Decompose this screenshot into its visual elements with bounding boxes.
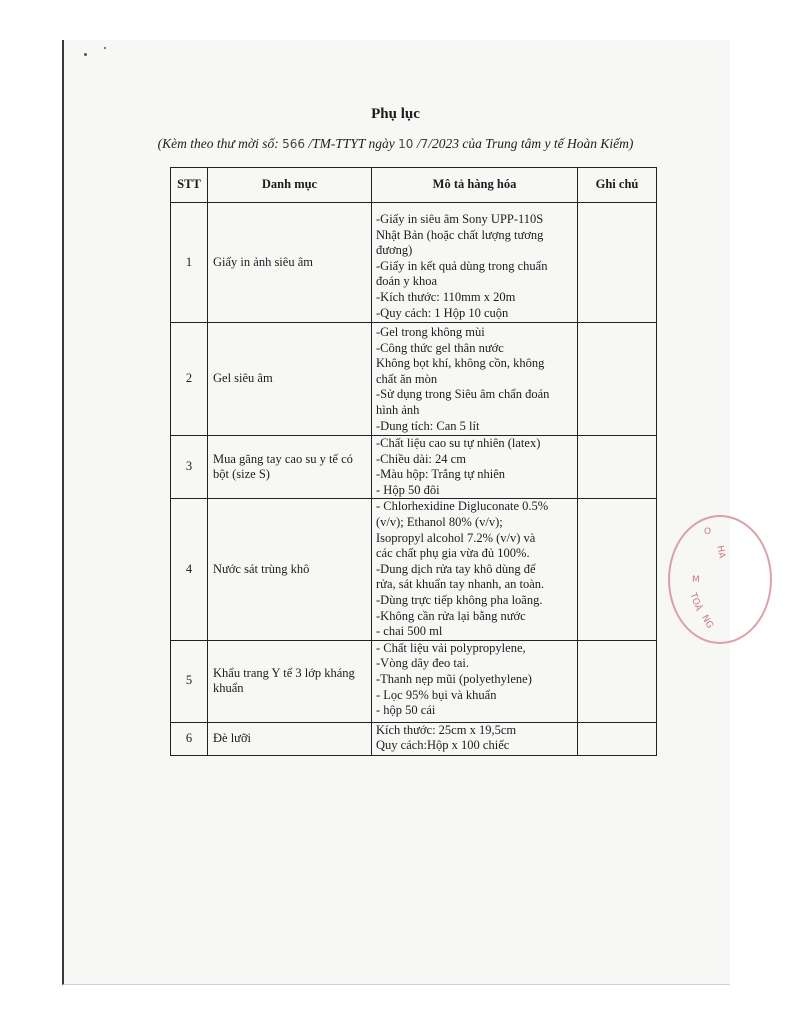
- header-note: Ghi chú: [578, 168, 657, 203]
- subtitle-middle: /TM-TTYT ngày: [305, 136, 399, 151]
- description-line: chất ăn mòn: [376, 371, 438, 386]
- row-stt: 2: [171, 323, 208, 436]
- row-description: [372, 203, 578, 323]
- stamp-letter: M: [692, 575, 700, 585]
- row-description: [372, 640, 578, 722]
- row-stt: 6: [171, 722, 208, 755]
- table-row: [171, 499, 657, 640]
- description-line: Nhật Bản (hoặc chất lượng tương: [376, 227, 544, 242]
- description-line: đoán y khoa: [376, 274, 438, 289]
- description-line: - chai 500 ml: [376, 624, 443, 639]
- row-name-text: Mua găng tay cao su y tế có bột (size S): [213, 451, 353, 482]
- description-line: -Màu hộp: Trắng tự nhiên: [376, 467, 505, 482]
- description-line: (v/v); Ethanol 80% (v/v);: [376, 514, 503, 529]
- stamp-letter: O: [704, 527, 712, 537]
- description-line: -Dung tích: Can 5 lít: [376, 418, 480, 433]
- description-line: -Dùng trực tiếp không pha loãng.: [376, 592, 543, 607]
- description-line: Kích thước: 25cm x 19,5cm: [376, 722, 517, 737]
- description-line: rửa, sát khuẩn tay nhanh, an toàn.: [376, 577, 545, 592]
- row-name: [208, 640, 372, 722]
- handwritten-letter-number: 566: [282, 137, 305, 151]
- description-line: -Vòng dây đeo tai.: [376, 656, 470, 671]
- table-row: [171, 203, 657, 323]
- row-stt: 3: [171, 436, 208, 499]
- description-line: - Chlorhexidine Digluconate 0.5%: [376, 499, 549, 514]
- description-line: - Chất liệu vải polypropylene,: [376, 640, 526, 655]
- description-line: -Giấy in siêu âm Sony UPP-110S: [376, 212, 544, 226]
- table-row: [171, 323, 657, 436]
- subtitle-separator: /: [413, 136, 421, 151]
- description-line: -Quy cách: 1 Hộp 10 cuộn: [376, 305, 509, 320]
- description-line: -Kích thước: 110mm x 20m: [376, 289, 516, 304]
- row-name-text: Khẩu trang Y tế 3 lớp kháng khuẩn: [213, 665, 355, 696]
- row-description: [372, 436, 578, 499]
- description-line: hình ảnh: [376, 402, 420, 417]
- description-line: các chất phụ gia vừa đủ 100%.: [376, 546, 530, 561]
- handwritten-day: 10: [398, 137, 414, 151]
- description-line: - Lọc 95% bụi và khuẩn: [376, 687, 497, 702]
- description-line: -Thanh nẹp mũi (polyethylene): [376, 671, 532, 686]
- scan-speck: [84, 53, 87, 56]
- subtitle-suffix: /2023 của Trung tâm y tế Hoàn Kiếm): [428, 136, 634, 151]
- row-note: [578, 722, 657, 755]
- description-line: đương): [376, 243, 413, 258]
- description-line: Quy cách:Hộp x 100 chiếc: [376, 738, 510, 753]
- table-row: [171, 640, 657, 722]
- row-note: [578, 640, 657, 722]
- stamp-letter: HA: [714, 544, 727, 560]
- page-subtitle: [0, 136, 791, 152]
- row-stt: 5: [171, 640, 208, 722]
- row-name: Nước sát trùng khô: [208, 499, 372, 640]
- header-stt: STT: [171, 168, 208, 203]
- scan-speck: [104, 47, 106, 49]
- partial-red-stamp: [668, 515, 772, 644]
- row-name: Giấy in ảnh siêu âm: [208, 203, 372, 323]
- goods-table: [170, 167, 657, 756]
- page-title: Phụ lục: [371, 106, 420, 122]
- row-description: [372, 722, 578, 755]
- row-note: [578, 436, 657, 499]
- description-line: -Giấy in kết quả dùng trong chuẩn: [376, 258, 548, 273]
- header-description: Mô tả hàng hóa: [372, 168, 578, 203]
- description-line: -Gel trong không mùi: [376, 325, 485, 339]
- description-line: Không bọt khí, không cồn, không: [376, 356, 545, 371]
- row-description: [372, 499, 578, 640]
- description-line: -Công thức gel thân nước: [376, 340, 504, 355]
- table-row: [171, 722, 657, 755]
- description-line: -Dung dịch rửa tay khô dùng để: [376, 561, 536, 576]
- table-header-row: [171, 168, 657, 203]
- row-stt: 1: [171, 203, 208, 323]
- description-line: -Không cần rửa lại bằng nước: [376, 608, 526, 623]
- stamp-letter: NG: [699, 613, 715, 631]
- row-description: [372, 323, 578, 436]
- description-line: -Chiều dài: 24 cm: [376, 451, 466, 466]
- row-name: Gel siêu âm: [208, 323, 372, 436]
- description-line: - hộp 50 cái: [376, 703, 436, 718]
- handwritten-month: 7: [420, 137, 429, 151]
- stamp-letter: TOÀ: [687, 591, 704, 613]
- description-line: Isopropyl alcohol 7.2% (v/v) và: [376, 530, 536, 545]
- row-note: [578, 499, 657, 640]
- row-note: [578, 323, 657, 436]
- description-line: -Sử dụng trong Siêu âm chẩn đoán: [376, 387, 550, 402]
- subtitle-prefix: (Kèm theo thư mời số:: [157, 136, 283, 151]
- table-row: [171, 436, 657, 499]
- row-stt: 4: [171, 499, 208, 640]
- description-line: - Hộp 50 đôi: [376, 482, 440, 497]
- row-name: Đè lưỡi: [208, 722, 372, 755]
- description-line: -Chất liệu cao su tự nhiên (latex): [376, 436, 541, 450]
- row-note: [578, 203, 657, 323]
- row-name: [208, 436, 372, 499]
- header-category: Danh mục: [208, 168, 372, 203]
